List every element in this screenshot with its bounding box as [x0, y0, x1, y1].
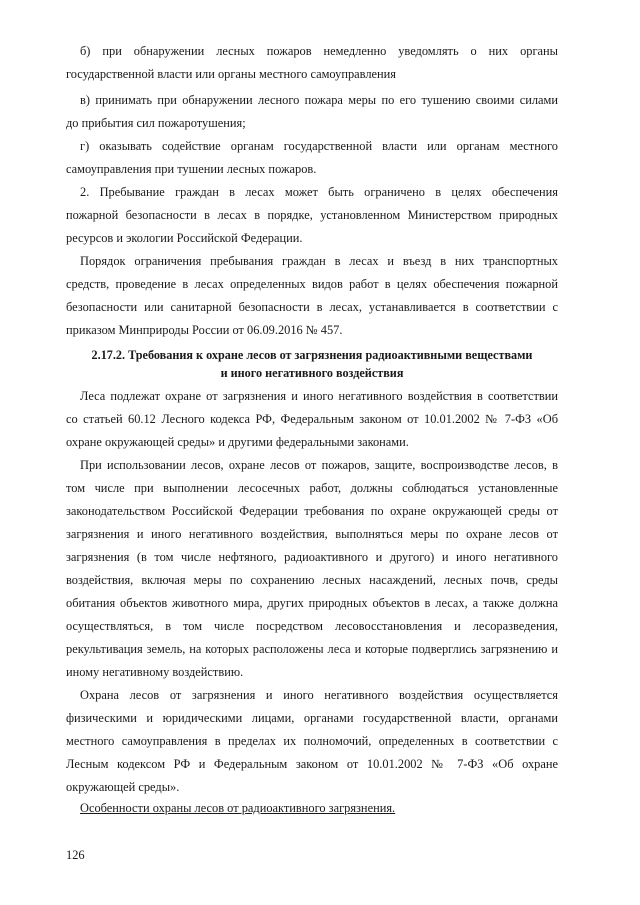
text-line: государственной власти или органы местного самоуправления — [66, 67, 397, 81]
text-line: 2. Пребывание граждан в лесах может быть ограничено в целях обеспечения — [80, 185, 558, 199]
underlined-subheading: Особенности охраны лесов от радиоактивного загрязнения. — [80, 801, 396, 815]
text-line: том числе при выполнении лесосечных работ, должны соблюдаться установленные — [66, 481, 558, 495]
text-line: осуществляться, в том числе посредством лесовосстановления и лесоразведения, — [66, 619, 558, 633]
text-line: г) оказывать содействие органам государственной власти или органам местного — [80, 139, 558, 153]
text-line: Лесным кодексом РФ и Федеральным законом от 10.01.2002 № 7-ФЗ «Об охране — [66, 757, 558, 771]
section-heading: 2.17.2. Требования к охране лесов от загрязнения радиоактивными веществами — [91, 348, 533, 362]
page-number: 126 — [66, 848, 85, 862]
text-line: ресурсов и экологии Российской Федерации. — [66, 231, 303, 245]
text-line: местного самоуправления в пределах их полномочий, определенных в соответствии с — [66, 734, 558, 748]
text-line: загрязнения и иного негативного воздействия, выполняться меры по охране лесов от — [66, 527, 558, 541]
text-line: иному негативному воздействию. — [66, 665, 244, 679]
text-line: самоуправления при тушении лесных пожаров. — [66, 162, 317, 176]
text-line: Порядок ограничения пребывания граждан в лесах и въезд в них транспортных — [80, 254, 558, 268]
text-line: физическими и юридическими лицами, органами государственной власти, органами — [66, 711, 558, 725]
text-line: Охрана лесов от загрязнения и иного негативного воздействия осуществляется — [80, 688, 558, 702]
text-line: средств, проведение в лесах определенных видов работ в целях обеспечения пожарной — [66, 277, 558, 291]
text-line: рекультивация земель, на которых расположены леса и которые подверглись загрязнению и — [66, 642, 558, 656]
text-line: загрязнения (в том числе нефтяного, радиоактивного и другого) и иного негативного — [66, 550, 558, 564]
text-line: безопасности или санитарной безопасности в лесах, устанавливается в соответствии с — [66, 300, 558, 314]
text-line: со статьей 60.12 Лесного кодекса РФ, Федеральным законом от 10.01.2002 № 7-ФЗ «Об — [66, 412, 558, 426]
text-line: окружающей среды». — [66, 780, 180, 794]
text-line: пожарной безопасности в лесах в порядке, установленном Министерством природных — [66, 208, 558, 222]
text-line: При использовании лесов, охране лесов от пожаров, защите, воспроизводстве лесов, в — [80, 458, 558, 472]
text-line: законодательством Российской Федерации требования по охране окружающей среды от — [66, 504, 558, 518]
text-line: охране окружающей среды» и другими федеральными законами. — [66, 435, 409, 449]
text-line: Леса подлежат охране от загрязнения и иного негативного воздействия в соответствии — [80, 389, 558, 403]
section-heading: и иного негативного воздействия — [220, 366, 404, 380]
text-line: до прибытия сил пожаротушения; — [66, 116, 246, 130]
text-line: б) при обнаружении лесных пожаров немедленно уведомлять о них органы — [80, 44, 558, 58]
text-line: воздействия, включая меры по сохранению лесных насаждений, лесных почв, среды — [66, 573, 558, 587]
text-line: в) принимать при обнаружении лесного пожара меры по его тушению своими силами — [80, 93, 558, 107]
text-line: обитания объектов животного мира, других природных объектов в лесах, а также должна — [66, 596, 558, 610]
text-line: приказом Минприроды России от 06.09.2016 № 457. — [66, 323, 343, 337]
